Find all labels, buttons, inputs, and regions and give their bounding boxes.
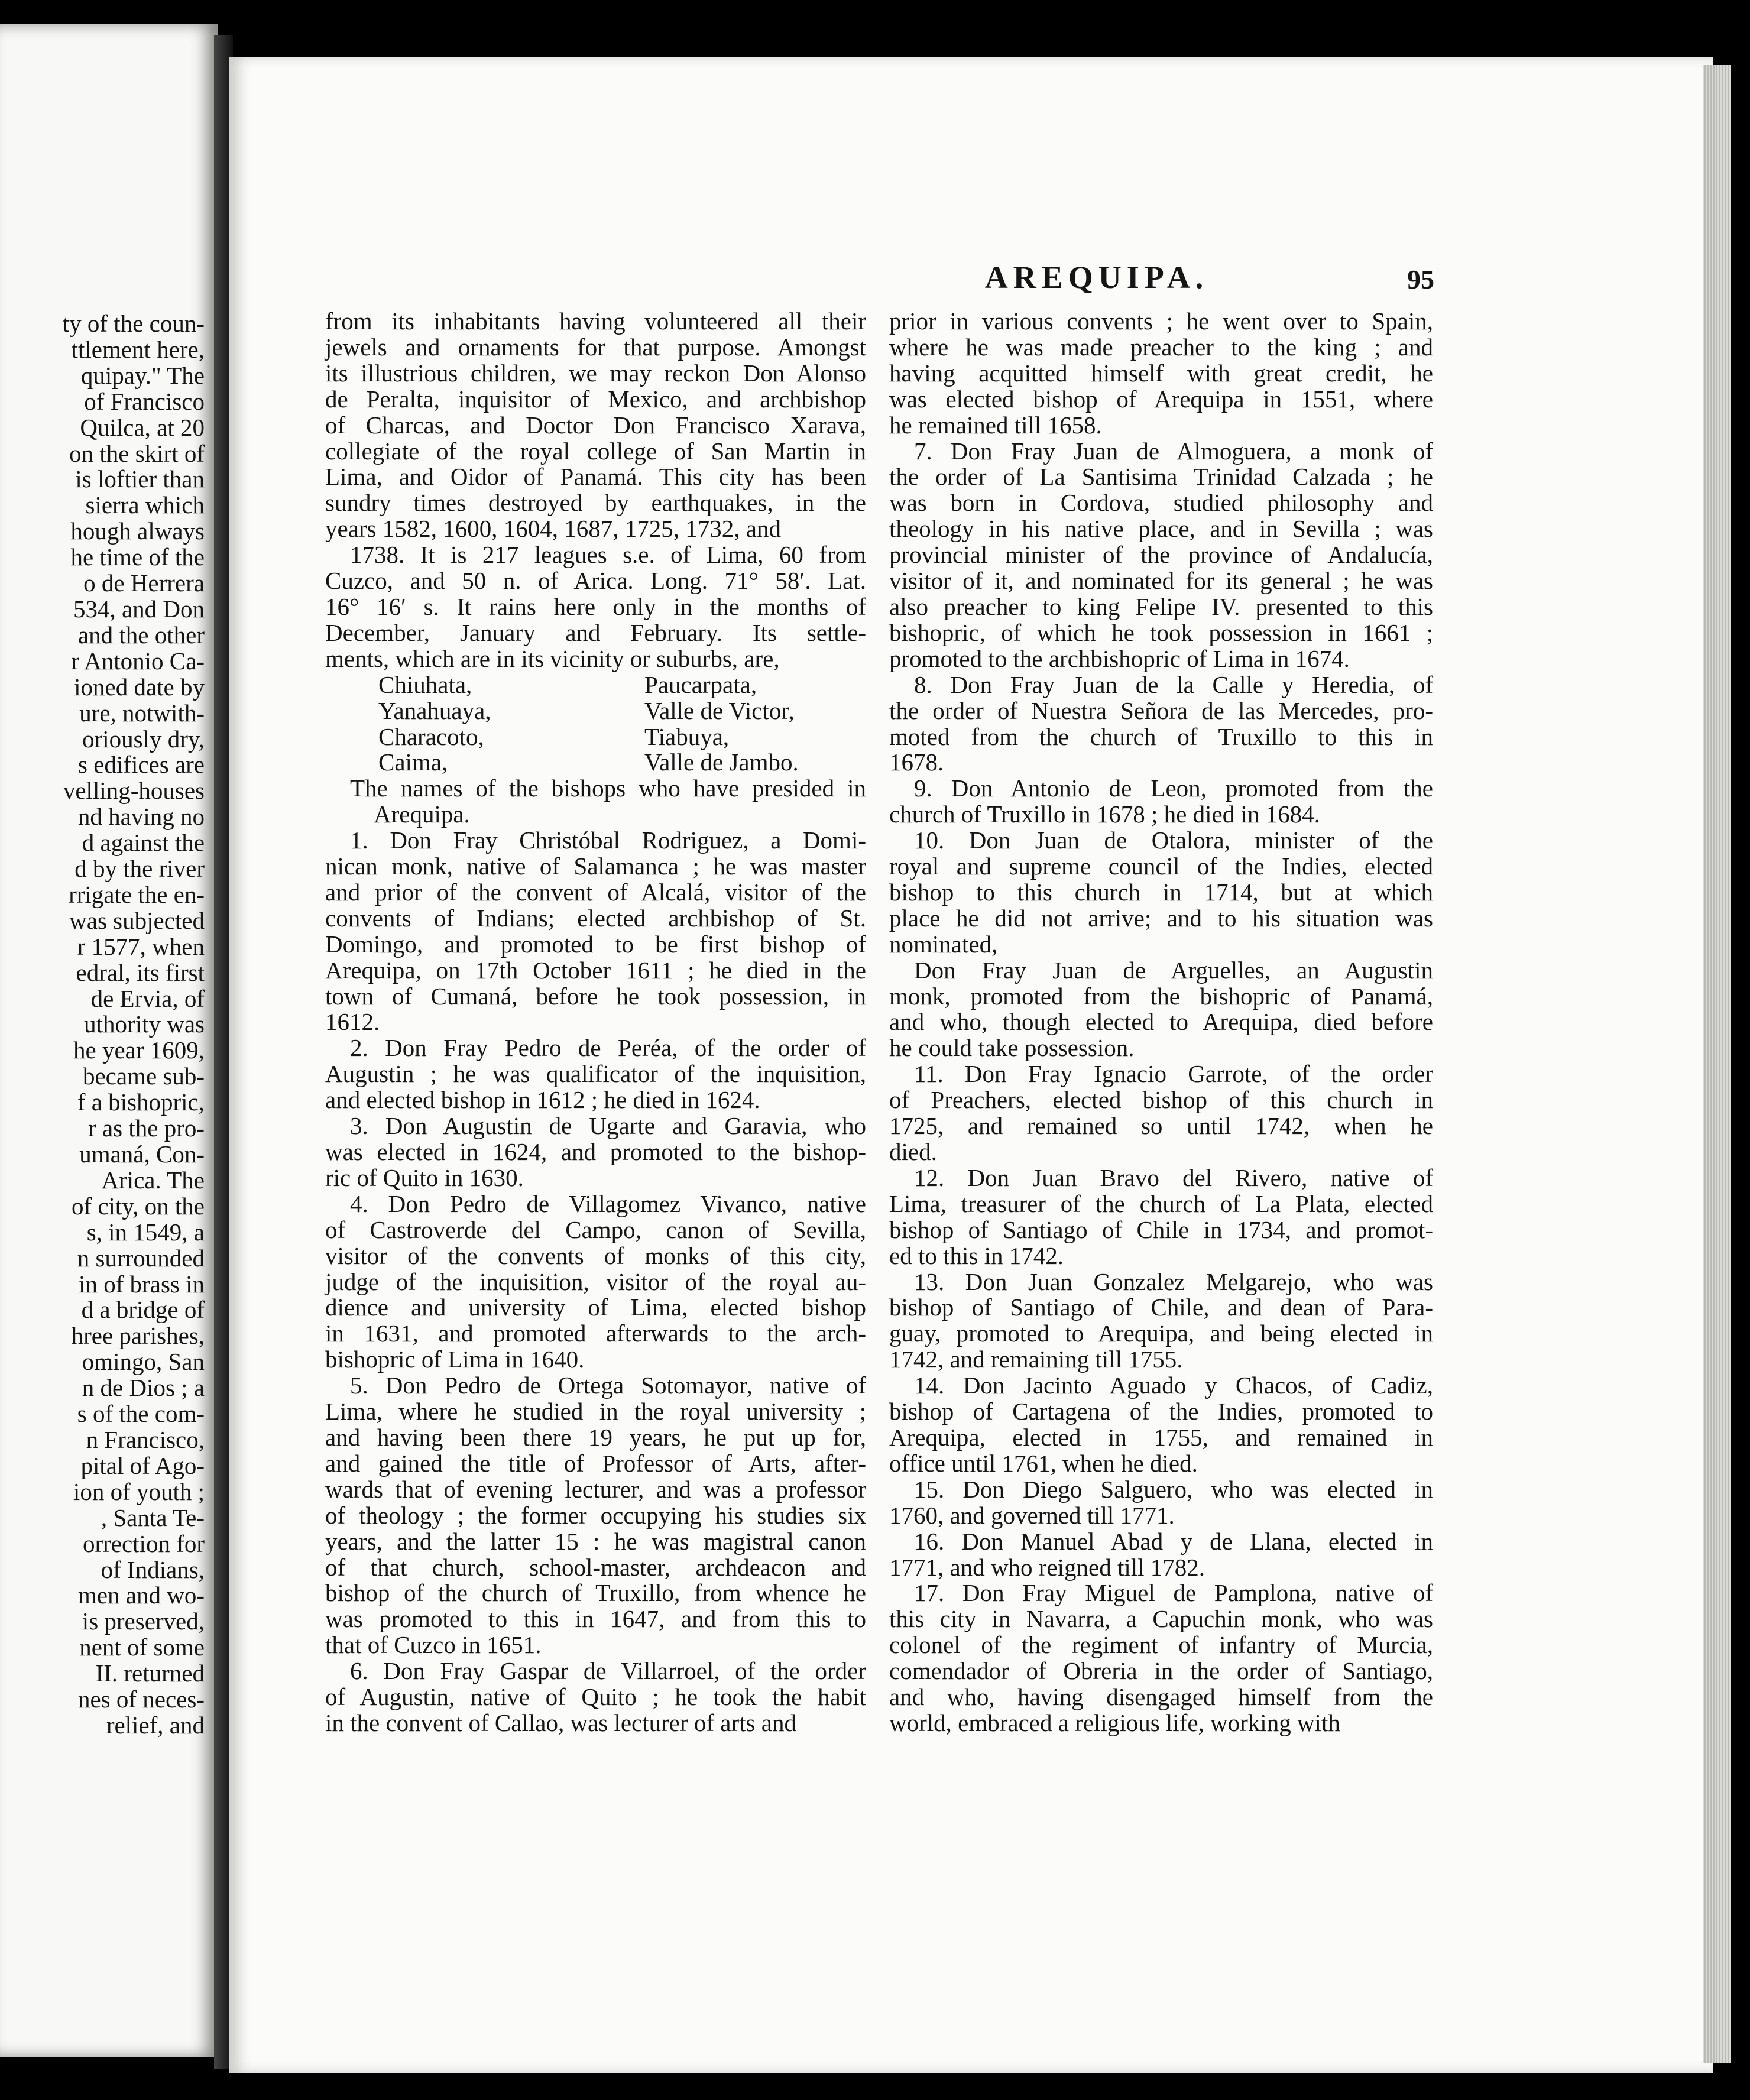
- page-number: 95: [1407, 264, 1434, 294]
- text-line: ments, which are in its vicinity or suburbs, are,: [325, 644, 780, 672]
- text-line: 16. Don Manuel Abad y de Llana, elected in: [914, 1527, 1433, 1555]
- text-line: ric of Quito in 1630.: [325, 1164, 524, 1191]
- text-line: omingo, San: [82, 1348, 205, 1376]
- text-line: 1738. It is 217 leagues s.e. of Lima, 60 from: [350, 541, 866, 569]
- text-line: and the other: [77, 621, 205, 649]
- text-line: uthority was: [84, 1010, 205, 1038]
- text-line: of Castroverde del Campo, canon of Sevilla,: [325, 1216, 866, 1243]
- text-line: , Santa Te-: [101, 1503, 205, 1531]
- text-line: world, embraced a religious life, working with: [889, 1709, 1340, 1736]
- text-line: 15. Don Diego Salguero, who was elected in: [914, 1475, 1433, 1503]
- text-line: dience and university of Lima, elected bishop: [325, 1294, 866, 1321]
- text-line: colonel of the regiment of infantry of Murcia,: [889, 1631, 1433, 1659]
- text-line: 17. Don Fray Miguel de Pamplona, native of: [914, 1579, 1433, 1607]
- text-line: 16° 16′ s. It rains here only in the months of: [325, 592, 866, 620]
- text-line: in 1631, and promoted afterwards to the arch-: [325, 1320, 866, 1347]
- text-line: that of Cuzco in 1651.: [325, 1631, 542, 1659]
- text-line: years, and the latter 15 : he was magistral canon: [325, 1527, 866, 1555]
- text-line: theology in his native place, and in Sevilla ; was: [889, 515, 1433, 543]
- text-line: Lima, and Oidor of Panamá. This city has been: [325, 463, 866, 491]
- settlement-name: Paucarpata,: [644, 670, 757, 698]
- text-line: and who, though elected to Arequipa, died before: [889, 1008, 1433, 1036]
- text-line: pital of Ago-: [80, 1451, 205, 1479]
- text-line: f a bishopric,: [77, 1088, 205, 1116]
- text-line: Lima, where he studied in the royal university ;: [325, 1398, 866, 1425]
- text-line: quipay." The: [80, 361, 205, 389]
- text-line: of Augustin, native of Quito ; he took the habit: [325, 1683, 866, 1711]
- text-line: edral, its first: [76, 958, 205, 986]
- text-line: of theology ; the former occupying his studies six: [325, 1501, 866, 1529]
- text-line: nent of some: [79, 1634, 205, 1661]
- left-page-text: [4, 311, 205, 1739]
- text-line: ty of the coun-: [62, 310, 205, 337]
- text-line: jewels and ornaments for that purpose. Amongst: [325, 333, 866, 361]
- text-line: n Francisco,: [86, 1425, 205, 1453]
- text-line: royal and supreme council of the Indies, elected: [889, 853, 1433, 880]
- text-line: n surrounded: [77, 1244, 205, 1272]
- text-line: o de Herrera: [83, 569, 205, 597]
- text-line: place he did not arrive; and to his situation was: [889, 904, 1433, 932]
- text-line: is preserved,: [82, 1608, 205, 1635]
- text-line: moted from the church of Truxillo to this in: [889, 722, 1433, 750]
- text-line: also preacher to king Felipe IV. presented to this: [889, 592, 1433, 620]
- text-line: II. returned: [95, 1660, 205, 1687]
- text-line: years 1582, 1600, 1604, 1687, 1725, 1732, and: [325, 515, 781, 543]
- text-line: 1612.: [325, 1008, 380, 1036]
- text-line: ioned date by: [74, 673, 205, 701]
- text-line: 10. Don Juan de Otalora, minister of the: [914, 827, 1433, 854]
- text-line: ure, notwith-: [79, 699, 205, 727]
- text-line: was promoted to this in 1647, and from this to: [325, 1605, 866, 1633]
- text-line: judge of the inquisition, visitor of the royal au-: [325, 1268, 866, 1295]
- text-line: Arica. The: [101, 1166, 205, 1194]
- text-line: d by the river: [74, 855, 205, 883]
- text-line: de Peralta, inquisitor of Mexico, and archbishop: [325, 385, 866, 413]
- settlement-name: Chiuhata,: [378, 670, 472, 698]
- text-line: convents of Indians; elected archbishop of St.: [325, 904, 866, 932]
- text-line: nican monk, native of Salamanca ; he was master: [325, 853, 866, 880]
- text-line: bishop of Santiago of Chile, and dean of Para-: [889, 1294, 1433, 1321]
- text-line: d a bridge of: [81, 1296, 205, 1324]
- text-line: became sub-: [82, 1062, 205, 1090]
- text-line: ion of youth ;: [73, 1477, 205, 1505]
- text-line: promoted to the archbishopric of Lima in 1674.: [889, 644, 1350, 672]
- text-line: Arequipa.: [374, 801, 470, 828]
- text-line: 2. Don Fray Pedro de Peréa, of the order of: [350, 1034, 866, 1062]
- text-line: he remained till 1658.: [889, 411, 1102, 439]
- text-line: church of Truxillo in 1678 ; he died in 1684.: [889, 801, 1320, 828]
- text-line: town of Cumaná, before he took possession, in: [325, 982, 866, 1010]
- text-line: died.: [889, 1138, 937, 1165]
- text-line: office until 1761, when he died.: [889, 1449, 1198, 1477]
- text-line: monk, promoted from the bishopric of Panamá,: [889, 982, 1433, 1010]
- text-line: of Francisco: [84, 387, 205, 415]
- text-line: bishop of Cartagena of the Indies, promoted to: [889, 1398, 1433, 1425]
- text-line: umaná, Con-: [79, 1140, 205, 1168]
- text-line: bishop of the church of Truxillo, from whence he: [325, 1579, 866, 1607]
- text-line: 4. Don Pedro de Villagomez Vivanco, native: [350, 1190, 866, 1217]
- text-line: men and wo-: [77, 1582, 205, 1609]
- settlement-name: Caima,: [378, 748, 448, 776]
- text-line: hough always: [70, 517, 205, 545]
- text-line: nd having no: [77, 803, 205, 831]
- settlement-name: Tiabuya,: [644, 722, 730, 750]
- text-line: 1678.: [889, 748, 944, 776]
- text-line: sierra which: [85, 491, 205, 519]
- text-line: on the skirt of: [69, 439, 205, 467]
- text-line: Arequipa, on 17th October 1611 ; he died in the: [325, 956, 866, 984]
- text-line: oriously dry,: [82, 725, 205, 753]
- text-line: from its inhabitants having volunteered all their: [325, 307, 866, 335]
- text-line: velling-houses: [63, 777, 205, 805]
- text-line: 6. Don Fray Gaspar de Villarroel, of the order: [350, 1657, 866, 1685]
- text-line: and elected bishop in 1612 ; he died in 1624.: [325, 1086, 760, 1114]
- text-line: comendador of Obreria in the order of Santiago,: [889, 1657, 1433, 1685]
- text-line: 534, and Don: [73, 595, 205, 623]
- text-line: bishopric, of which he took possession in 1661 ;: [889, 618, 1433, 646]
- text-line: of Charcas, and Doctor Don Francisco Xarava,: [325, 411, 866, 439]
- text-line: Arequipa, elected in 1755, and remained in: [889, 1423, 1433, 1451]
- settlement-name: Yanahuaya,: [378, 696, 491, 724]
- column-left-bishops: [325, 776, 866, 1736]
- text-column-right: [889, 309, 1433, 1736]
- text-line: rrigate the en-: [69, 880, 205, 908]
- text-line: nominated,: [889, 930, 998, 958]
- text-line: was elected bishop of Arequipa in 1551, where: [889, 385, 1433, 413]
- text-line: 1760, and governed till 1771.: [889, 1501, 1175, 1529]
- text-line: 11. Don Fray Ignacio Garrote, of the order: [914, 1060, 1433, 1088]
- text-line: the order of La Santisima Trinidad Calzada ; he: [889, 463, 1433, 491]
- text-line: s of the com-: [77, 1400, 205, 1428]
- text-line: provincial minister of the province of Andalucía,: [889, 541, 1433, 569]
- left-page: [0, 24, 218, 2057]
- text-line: of that church, school-master, archdeacon and: [325, 1553, 866, 1581]
- text-line: Domingo, and promoted to be first bishop of: [325, 930, 866, 958]
- text-line: was elected in 1624, and promoted to the bishop-: [325, 1138, 866, 1165]
- text-line: sundry times destroyed by earthquakes, in the: [325, 489, 866, 517]
- text-line: n de Dios ; a: [82, 1374, 205, 1402]
- text-line: Lima, treasurer of the church of La Plata, elected: [889, 1190, 1433, 1217]
- text-line: collegiate of the royal college of San Martin in: [325, 437, 866, 465]
- text-line: he time of the: [70, 543, 205, 571]
- text-line: nes of neces-: [77, 1686, 205, 1713]
- text-line: where he was made preacher to the king ; and: [889, 333, 1433, 361]
- text-line: The names of the bishops who have presided in: [350, 774, 866, 802]
- settlements-list: [325, 672, 866, 776]
- text-line: 1742, and remaining till 1755.: [889, 1346, 1183, 1373]
- text-line: was subjected: [69, 906, 205, 934]
- text-line: 14. Don Jacinto Aguado y Chacos, of Cadiz,: [914, 1372, 1433, 1399]
- text-line: 1725, and remained so until 1742, when he: [889, 1112, 1433, 1140]
- text-line: this city in Navarra, a Capuchin monk, who was: [889, 1605, 1433, 1633]
- text-line: bishopric of Lima in 1640.: [325, 1346, 585, 1373]
- text-line: and gained the title of Professor of Arts, after-: [325, 1449, 866, 1477]
- text-line: ed to this in 1742.: [889, 1242, 1064, 1269]
- text-line: he could take possession.: [889, 1034, 1135, 1062]
- text-line: Quilca, at 20: [80, 413, 205, 441]
- text-line: s, in 1549, a: [86, 1218, 205, 1246]
- text-line: 12. Don Juan Bravo del Rivero, native of: [914, 1164, 1433, 1191]
- text-line: its illustrious children, we may reckon Don Alonso: [325, 359, 866, 387]
- text-line: in of brass in: [79, 1270, 205, 1298]
- text-line: orrection for: [82, 1529, 205, 1557]
- text-line: visitor of it, and nominated for its general ; he was: [889, 567, 1433, 595]
- running-head: AREQUIPA.: [984, 260, 1209, 295]
- text-line: 3. Don Augustin de Ugarte and Garavia, who: [350, 1112, 866, 1140]
- text-line: hree parishes,: [71, 1322, 205, 1350]
- text-line: and who, having disengaged himself from the: [889, 1683, 1433, 1711]
- text-line: d against the: [82, 829, 205, 857]
- text-line: was born in Cordova, studied philosophy and: [889, 489, 1433, 517]
- text-line: Don Fray Juan de Arguelles, an Augustin: [914, 956, 1433, 984]
- text-line: r 1577, when: [77, 932, 205, 960]
- text-line: 5. Don Pedro de Ortega Sotomayor, native of: [350, 1372, 866, 1399]
- text-line: Cuzco, and 50 n. of Arica. Long. 71° 58′. Lat.: [325, 567, 866, 595]
- settlement-name: Characoto,: [378, 722, 484, 750]
- text-line: bishop of Santiago of Chile in 1734, and promot-: [889, 1216, 1433, 1243]
- text-line: s edifices are: [78, 751, 205, 779]
- text-line: de Ervia, of: [90, 984, 205, 1012]
- text-line: r Antonio Ca-: [71, 647, 205, 675]
- column-left-intro: [325, 309, 866, 672]
- text-line: of Preachers, elected bishop of this church in: [889, 1086, 1433, 1114]
- settlement-name: Valle de Jambo.: [644, 748, 799, 776]
- text-line: he year 1609,: [73, 1036, 205, 1064]
- text-line: relief, and: [106, 1711, 205, 1739]
- text-line: bishop to this church in 1714, but at which: [889, 878, 1433, 906]
- text-line: 1. Don Fray Christóbal Rodriguez, a Domi-: [350, 827, 866, 854]
- text-line: and having been there 19 years, he put up for,: [325, 1423, 866, 1451]
- text-line: r as the pro-: [88, 1114, 205, 1142]
- page-edge: [1703, 65, 1731, 2063]
- settlement-name: Valle de Victor,: [644, 696, 795, 724]
- text-line: in the convent of Callao, was lecturer of arts and: [325, 1709, 796, 1736]
- text-line: of city, on the: [71, 1192, 205, 1220]
- text-line: December, January and February. Its settle-: [325, 618, 866, 646]
- text-line: the order of Nuestra Señora de las Mercedes, pro-: [889, 696, 1433, 724]
- text-line: 8. Don Fray Juan de la Calle y Heredia, of: [914, 670, 1433, 698]
- text-line: ttlement here,: [71, 335, 205, 363]
- text-line: prior in various convents ; he went over to Spain,: [889, 307, 1433, 335]
- text-line: 9. Don Antonio de Leon, promoted from the: [914, 774, 1433, 802]
- text-line: wards that of evening lecturer, and was a professor: [325, 1475, 866, 1503]
- text-line: is loftier than: [75, 465, 205, 493]
- text-column-left: [325, 309, 866, 1736]
- text-line: of Indians,: [101, 1555, 205, 1583]
- text-line: 7. Don Fray Juan de Almoguera, a monk of: [914, 437, 1433, 465]
- text-line: 1771, and who reigned till 1782.: [889, 1553, 1205, 1581]
- text-line: guay, promoted to Arequipa, and being elected in: [889, 1320, 1433, 1347]
- text-line: 13. Don Juan Gonzalez Melgarejo, who was: [914, 1268, 1433, 1295]
- text-line: Augustin ; he was qualificator of the inquisition,: [325, 1060, 866, 1088]
- text-line: visitor of the convents of monks of this city,: [325, 1242, 866, 1269]
- text-line: having acquitted himself with great credit, he: [889, 359, 1433, 387]
- text-line: and prior of the convent of Alcalá, visitor of the: [325, 878, 866, 906]
